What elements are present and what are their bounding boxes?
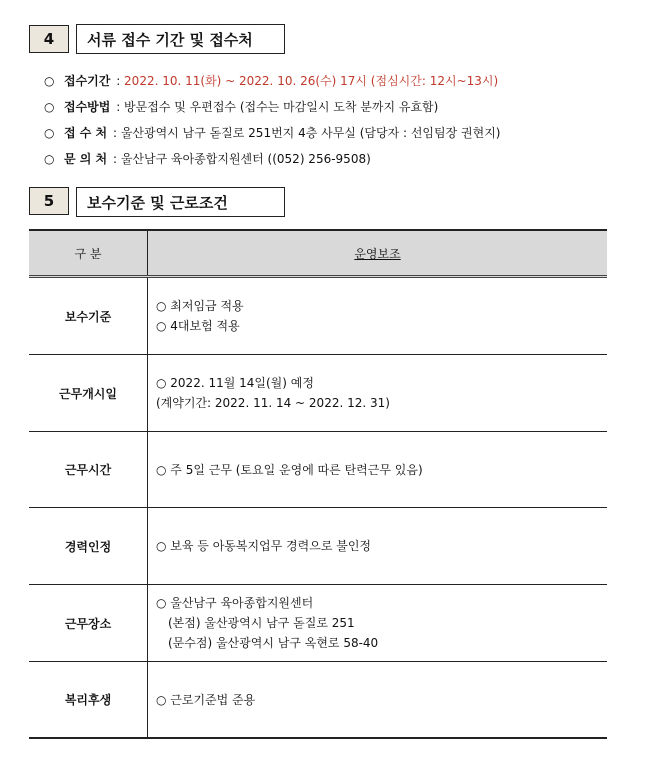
row-label: 보수기준 [29,277,148,355]
content-line: (문수점) 울산광역시 남구 옥현로 58-40 [168,636,379,650]
info-label: 접수방법 [64,100,111,114]
content-line: ○ 최저임금 적용 [156,299,244,313]
content-line: (계약기간: 2022. 11. 14 ~ 2022. 12. 31) [156,396,390,410]
info-label: 접 수 처 [64,126,108,140]
info-row-method [44,94,500,120]
row-label: 복리후생 [29,662,148,739]
header-category: 구 분 [29,230,148,277]
header-operation-support [148,230,608,277]
bullet-circle: ○ [44,126,55,140]
row-label: 근무장소 [29,585,148,662]
info-value: 울산광역시 남구 돋질로 251번지 4층 사무실 (담당자 : 선임팀장 권현지) [120,126,501,140]
section-4-title: 서류 접수 기간 및 접수처 [76,24,285,54]
section-5-title: 보수기준 및 근로조건 [76,187,285,217]
row-label: 근무시간 [29,432,148,508]
info-sep: : [112,74,125,88]
content-line: ○ 근로기준법 준용 [156,692,256,707]
row-content [148,355,608,432]
info-label: 문 의 처 [64,152,108,166]
table-row [29,585,607,662]
table-row [29,662,607,739]
content-line: ○ 4대보험 적용 [156,319,240,333]
content-line: ○ 2022. 11월 14일(월) 예정 [156,376,314,390]
row-content [148,277,608,355]
content-line: ○ 울산남구 육아종합지원센터 [156,596,314,610]
section-4-number: 4 [29,25,69,53]
content-line: ○ 주 5일 근무 (토요일 운영에 따른 탄력근무 있음) [156,462,423,477]
bullet-circle: ○ [44,100,55,114]
info-row-period [44,68,500,94]
content-line: ○ 보육 등 아동복지업무 경력으로 불인정 [156,539,372,553]
row-label: 경력인정 [29,508,148,585]
row-content [148,508,608,585]
info-value: 2022. 10. 11(화) ~ 2022. 10. 26(수) 17시 (점심시간: 12시~13시) [124,74,499,88]
working-conditions-table [29,229,607,739]
info-label: 접수기간 [64,74,111,88]
info-sep: : [109,126,121,140]
bullet-circle: ○ [44,74,55,88]
info-value: 울산남구 육아종합지원센터 ((052) 256-9508) [120,152,371,166]
row-label: 근무개시일 [29,355,148,432]
info-value: 방문접수 및 우편접수 (접수는 마감일시 도착 분까지 유효함) [124,100,439,114]
row-content [148,432,608,508]
header-operation-support-label: 운영보조 [354,246,401,261]
info-row-contact [44,146,500,172]
bullet-circle: ○ [44,152,55,166]
submission-info-list [44,68,500,172]
content-line: (본점) 울산광역시 남구 돋질로 251 [168,616,355,630]
info-row-place [44,120,500,146]
table-row [29,355,607,432]
table-header-row [29,230,607,277]
row-content [148,662,608,739]
info-sep: : [109,152,121,166]
table-row [29,277,607,355]
info-sep: : [112,100,125,114]
table-row [29,432,607,508]
row-content [148,585,608,662]
table-row [29,508,607,585]
section-5-number: 5 [29,187,69,215]
